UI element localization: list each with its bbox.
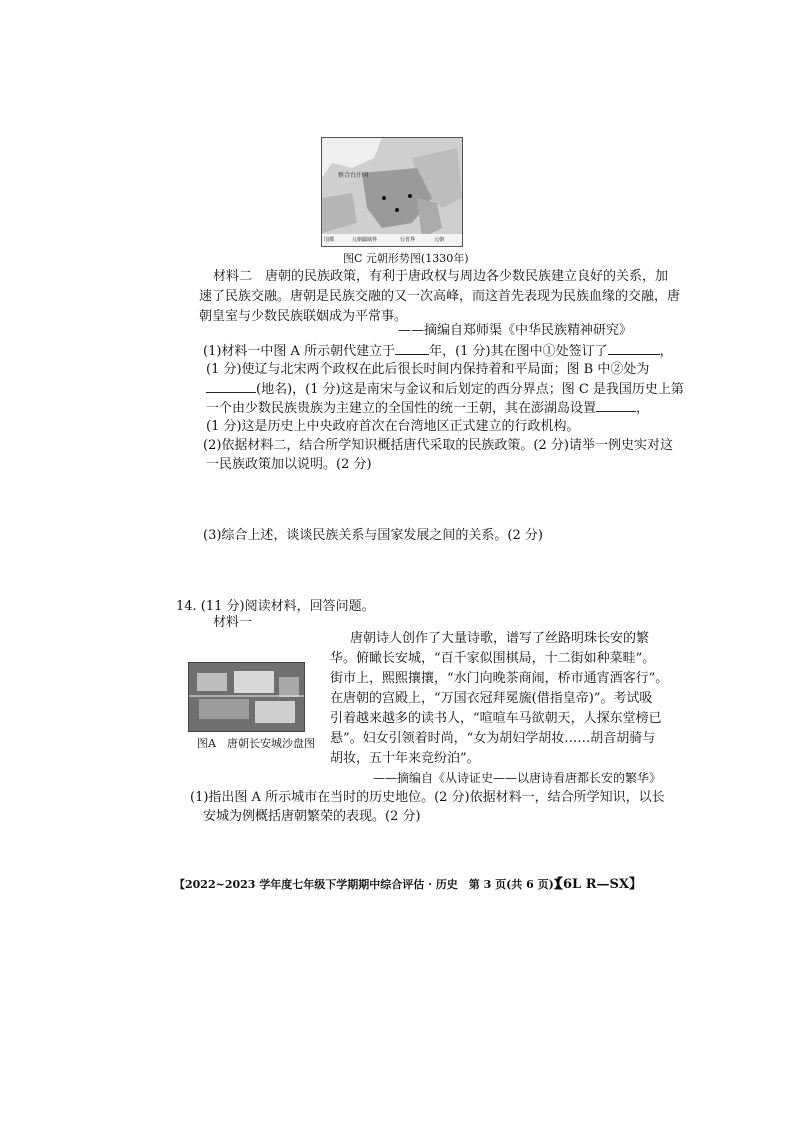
material2-source: ——摘编自郑师渠《中华民族精神研究》 bbox=[398, 323, 633, 338]
q14-1-line2: 安城为例概括唐朝繁荣的表现。(2 分) bbox=[203, 809, 421, 824]
q13-1-line4: 一个由少数民族贵族为主建立的全国性的统一王朝，其在澎湖岛设置 ， bbox=[206, 401, 650, 416]
photo-a-caption: 图A 唐朝长安城沙盘图 bbox=[197, 737, 315, 750]
q13-1-line1: (1)材料一中图 A 所示朝代建立于 年，(1 分)其在图中①处签订了 ， bbox=[203, 344, 673, 359]
q14-material1-label: 材料一 bbox=[213, 615, 253, 630]
answer-blank-place[interactable] bbox=[206, 380, 256, 393]
q13-3: (3)综合上述，谈谈民族关系与国家发展之间的关系。(2 分) bbox=[203, 528, 543, 543]
map-legend-4: 元朝 bbox=[434, 237, 445, 243]
answer-blank-year[interactable] bbox=[395, 342, 429, 355]
q14-source: ——摘编自《从诗证史——以唐诗看唐都长安的繁华》 bbox=[373, 771, 662, 785]
yuan-map-illustration bbox=[322, 138, 462, 246]
q13-2-line1: (2)依据材料二，结合所学知识概括唐代采取的民族政策。(2 分)请举一例史实对这 bbox=[203, 438, 673, 453]
q14-text-line-1: 唐朝诗人创作了大量诗歌，谱写了丝路明珠长安的繁 bbox=[350, 631, 650, 646]
map-legend-2: 元朝疆域界 bbox=[352, 237, 378, 243]
map-c-caption: 图C 元朝形势图(1330年) bbox=[343, 252, 469, 265]
map-label-chagatai: 察合台汗国 bbox=[338, 172, 369, 179]
changan-sand-table-photo bbox=[188, 662, 305, 732]
answer-blank-treaty[interactable] bbox=[608, 342, 660, 355]
q14-text-line-7: 胡妆，五十年来竞纷泊”。 bbox=[330, 751, 480, 766]
answer-blank-institution[interactable] bbox=[596, 399, 636, 412]
q13-1-line2: (1 分)使辽与北宋两个政权在此后很长时间内保持着和平局面；图 B 中②处为 bbox=[206, 362, 650, 377]
material2-line-3: 朝皇室与少数民族联姻成为平常事。 bbox=[199, 309, 408, 324]
material2-line-1: 材料二 唐朝的民族政策，有利于唐政权与周边各少数民族建立良好的关系，加 bbox=[213, 269, 669, 284]
q14-text-line-2: 华。俯瞰长安城，“百千家似围棋局，十二街如种菜畦”。 bbox=[330, 651, 656, 666]
q13-2-line2: 一民族政策加以说明。(2 分) bbox=[206, 457, 372, 472]
q14-text-line-6: 悬”。妇女引领着时尚，“女为胡妇学胡妆……胡音胡骑与 bbox=[330, 731, 656, 746]
material2-line-2: 速了民族交融。唐朝是民族交融的又一次高峰，而这首先表现为民族血缘的交融，唐 bbox=[199, 289, 681, 304]
q14-text-line-4: 在唐朝的宫殿上，“万国衣冠拜冕旒(借指皇帝)”。考试吸 bbox=[330, 691, 653, 706]
q13-1-line5: (1 分)这是历史上中央政府首次在台湾地区正式建立的行政机构。 bbox=[206, 419, 580, 434]
map-c-image bbox=[321, 137, 463, 247]
footer-code: 【6L R—SX】 bbox=[550, 877, 642, 892]
footer-left: 【2022~2023 学年度七年级下学期期中综合评估 · 历史 第 3 页(共 6 页)】 bbox=[174, 878, 565, 891]
map-legend-3: 行省界 bbox=[400, 237, 416, 243]
map-legend-1: 国都 bbox=[324, 237, 335, 243]
q13-1-line3: (地名)，(1 分)这是南宋与金议和后划定的西分界点；图 C 是我国历史上第 bbox=[206, 380, 684, 399]
q14-header: 14. (11 分)阅读材料，回答问题。 bbox=[176, 599, 375, 614]
q14-text-line-3: 街市上，熙熙攘攘，“水门向晚茶商闹，桥市通宵酒客行”。 bbox=[330, 671, 669, 686]
q14-text-line-5: 引着越来越多的读书人，“喧喧车马欲朝天，人探东堂榜已 bbox=[330, 711, 662, 726]
q14-1-line1: (1)指出图 A 所示城市在当时的历史地位。(2 分)依据材料一，结合所学知识，以长 bbox=[190, 790, 665, 805]
